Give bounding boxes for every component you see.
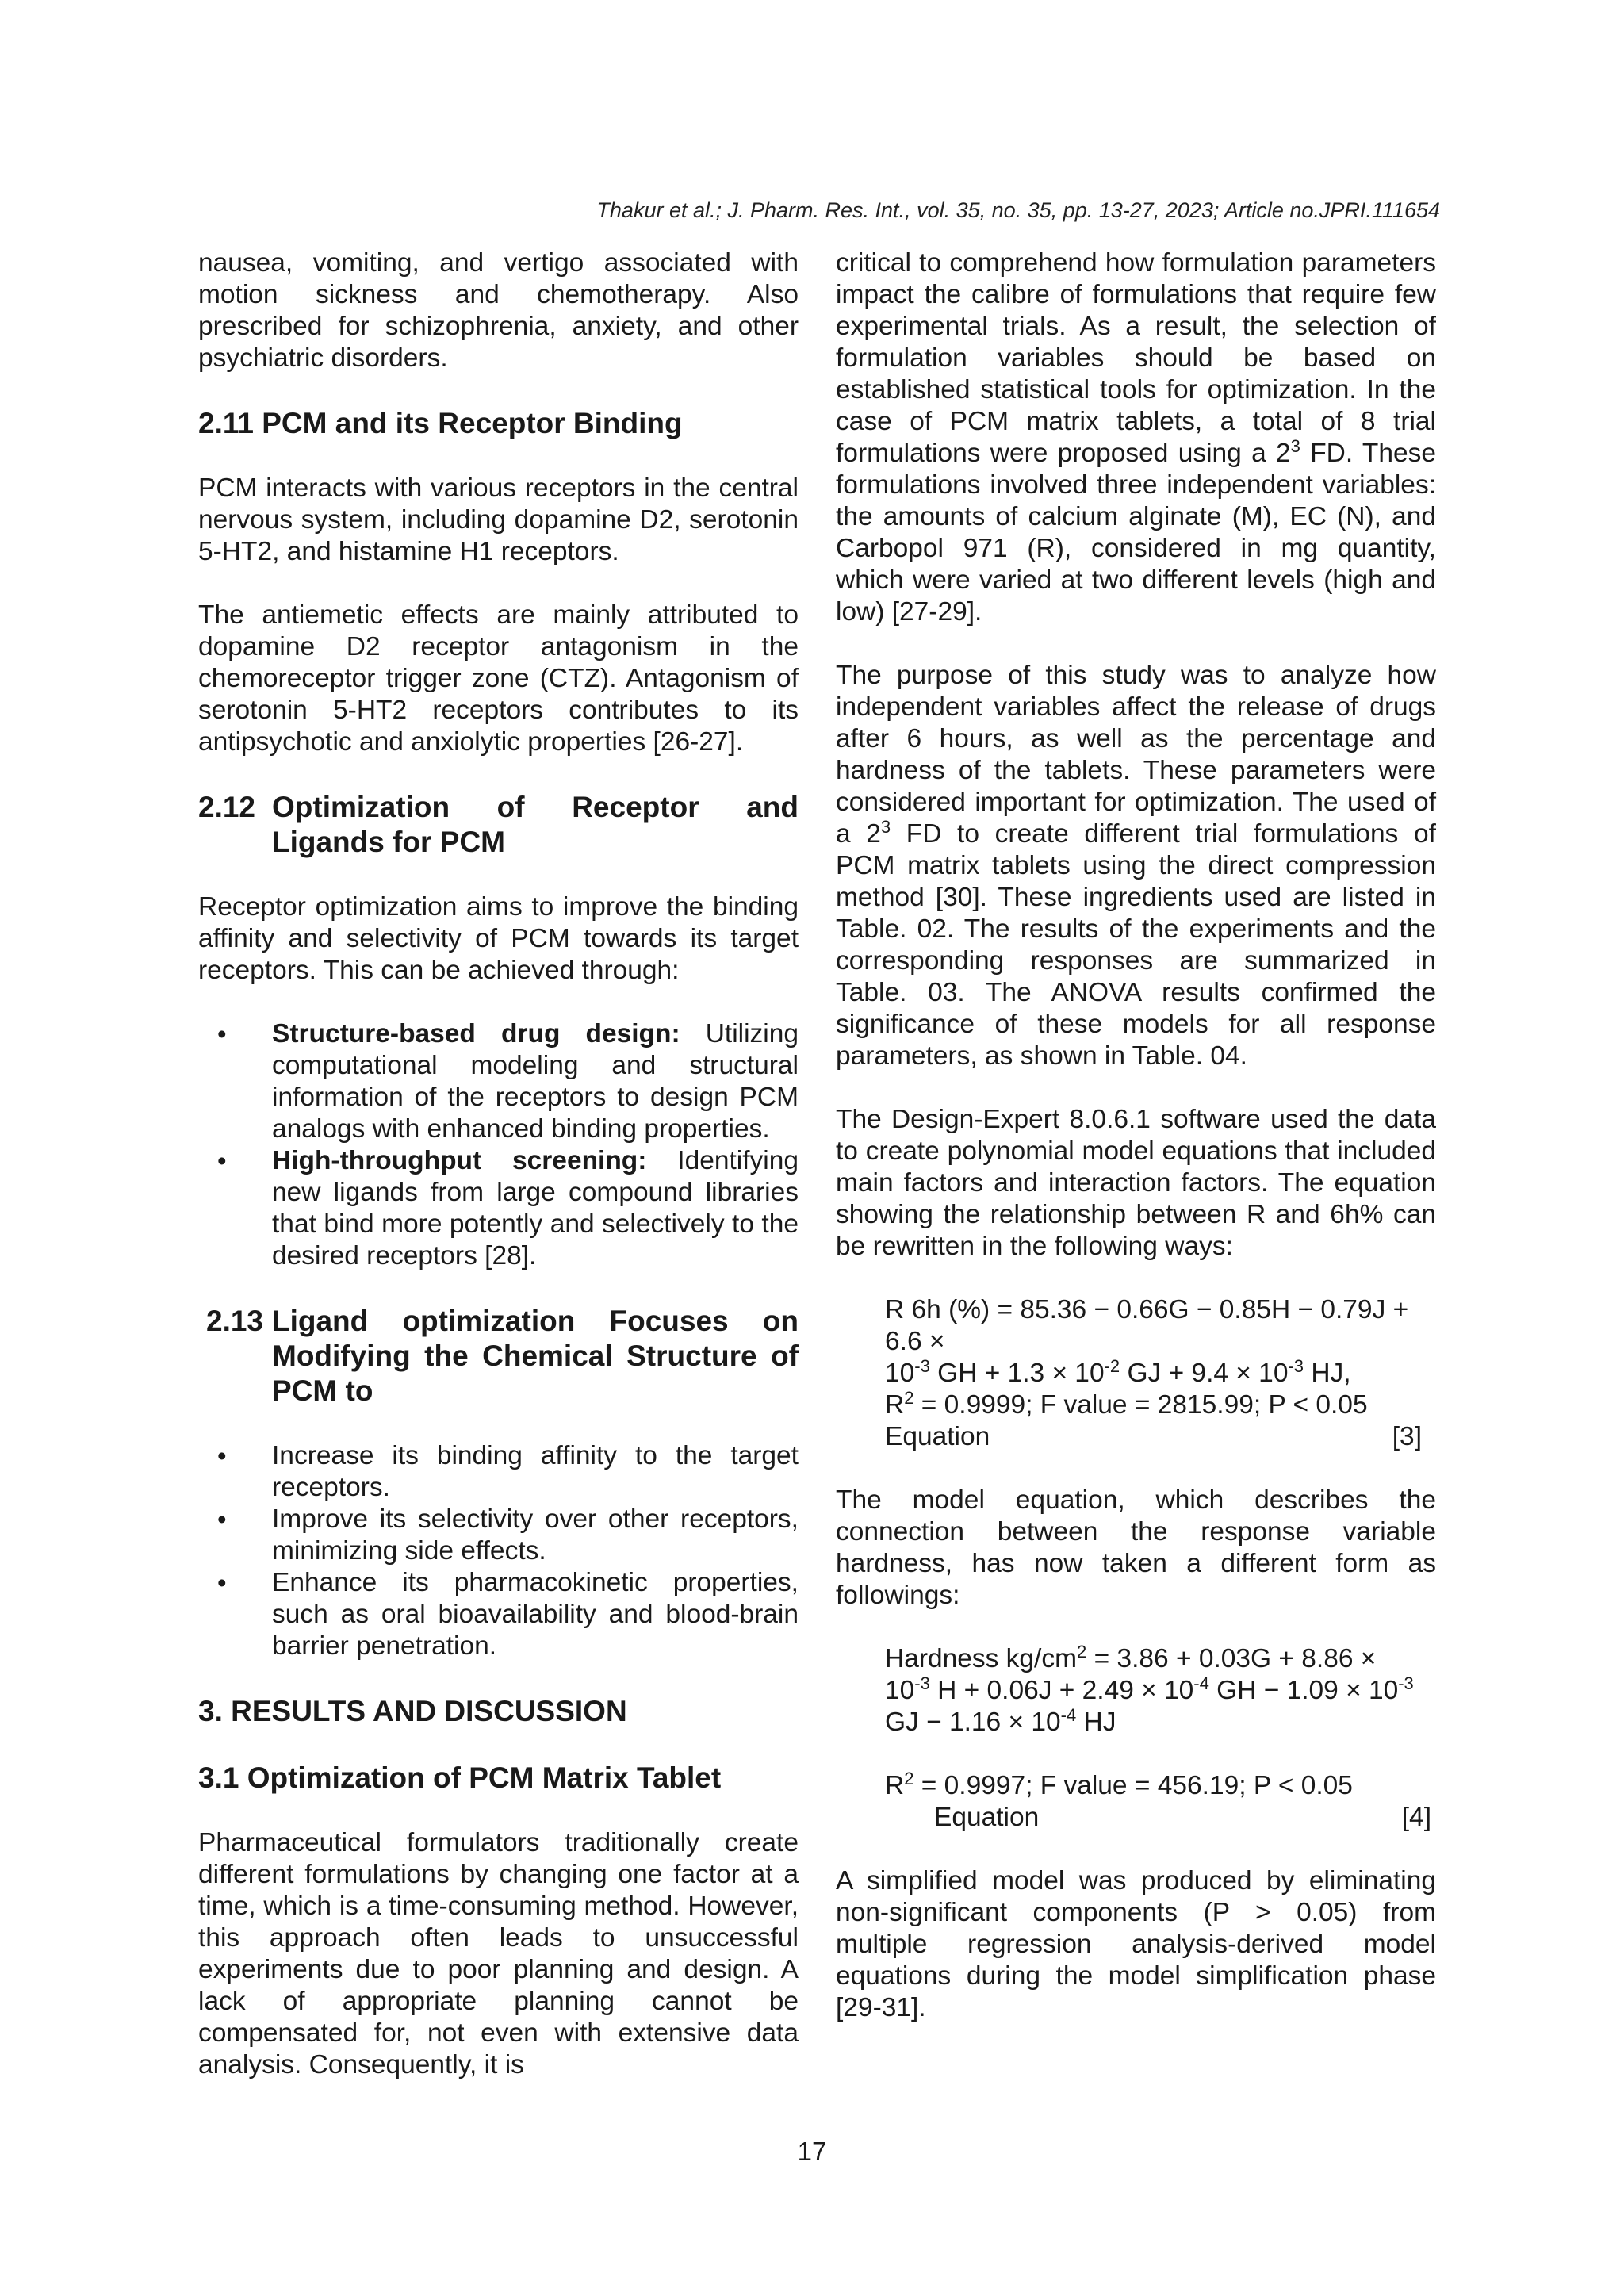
section-title: Optimization of Receptor and Ligands for PCM — [272, 791, 799, 858]
equation-number: [4] — [1401, 1803, 1431, 1832]
section-2-13-heading — [198, 1304, 799, 1409]
bullet-icon: • — [217, 1568, 227, 1597]
list-item: • Increase its binding affinity to the target receptors. — [217, 1441, 799, 1502]
section-3-1-heading: 3.1 Optimization of PCM Matrix Tablet — [198, 1761, 722, 1794]
section-2-11-paragraph-2: The antiemetic effects are mainly attributed to dopamine D2 receptor antagonism in the chemoreceptor trigger zone (CTZ). Antagonism of serotonin 5-HT2 receptors contributes to its antipsychotic and anxiolytic properties [26-27]. — [198, 600, 799, 757]
intro-paragraph: nausea, vomiting, and vertigo associated with motion sickness and chemotherapy. Also prescribed for schizophrenia, anxiety, and other psychiatric disorders. — [198, 248, 799, 373]
equation-number: [3] — [1392, 1422, 1422, 1451]
bullet-icon: • — [217, 1146, 227, 1175]
left-column — [198, 247, 799, 2081]
list-item: • High-throughput screening: Identifying new ligands from large compound libraries that bind more potently and selectively to the desired receptors [28]. — [217, 1146, 799, 1271]
right-column — [836, 247, 1436, 2024]
section-title: Ligand optimization Focuses on Modifying the Chemical Structure of PCM to — [272, 1305, 799, 1407]
list-item: • Enhance its pharmacokinetic properties, such as oral bioavailability and blood-brain barrier penetration. — [217, 1568, 799, 1661]
section-2-11-paragraph-1: PCM interacts with various receptors in the central nervous system, including dopamine D2, serotonin 5-HT2, and histamine H1 receptors. — [198, 473, 799, 566]
bullet-icon: • — [217, 1019, 227, 1048]
section-3-1-paragraph: Pharmaceutical formulators traditionally create different formulations by changing one factor at a time, which is a time-consuming method. However, this approach often leads to unsuccessful experiments due to poor planning and design. A lack of appropriate planning cannot be compensated for, not even with extensive data analysis. Consequently, it is — [198, 1828, 799, 2079]
running-head: Thakur et al.; J. Pharm. Res. Int., vol. 35, no. 35, pp. 13-27, 2023; Article no.JPRI.111654 — [596, 198, 1440, 222]
hardness-paragraph: The model equation, which describes the connection between the response variable hardness, has now taken a different form as followings: — [836, 1485, 1436, 1610]
equation-3: R 6h (%) = 85.36 − 0.66G − 0.85H − 0.79J + 6.6 × $10^{-3}$ GH + $1.3 \times 10^{-2}$ GJ + $9.4 \times 10^{-3}$ HJ, $R^2 = 0.9999$; F value = 2815.99; P < 0.05 Equation [3] — [885, 1295, 1422, 1451]
equation-4: Hardness $kg/cm^2 = 3.86 + 0.03G + 8.86$ × $10^{-3}$ $H + 0.06J + 2.49 \times 10^{-4}$ GH − $1.09 \times 10^{-3}$ GJ − $1.16 \times 10^{-4}$ HJ $R^2 = 0.9997$; F value = 456.19; P < 0.05 Equation [4] — [885, 1641, 1431, 1832]
section-number: 2.12 — [198, 791, 256, 823]
ligand-optimization-list — [198, 1440, 799, 1662]
equation-label: Equation — [885, 1422, 990, 1451]
formulation-paragraph: critical to comprehend how formulation parameters impact the calibre of formulations that require few experimental trials. As a result, the selection of formulation variables should be based on established statistical tools for optimization. In the case of PCM matrix tablets, a total of 8 trial formulations were proposed using a $2^3$ FD. These formulations involved three independent variables: the amounts of calcium alginate (M), EC (N), and Carbopol 971 (R), considered in mg quantity, which were varied at two different levels (high and low) [27-29]. — [836, 248, 1436, 627]
design-expert-paragraph: The Design-Expert 8.0.6.1 software used the data to create polynomial model equations that included main factors and interaction factors. The equation showing the relationship between R and 6h% can be rewritten in the following ways: — [836, 1105, 1436, 1261]
receptor-optimization-list — [198, 1018, 799, 1272]
section-3-heading: 3. RESULTS AND DISCUSSION — [198, 1695, 627, 1727]
section-number: 2.13 — [206, 1305, 264, 1337]
study-purpose-paragraph: The purpose of this study was to analyze how independent variables affect the release of drugs after 6 hours, as well as the percentage and hardness of the tablets. These parameters were considered important for optimization. The used of a $2^3$ FD to create different trial formulations of PCM matrix tablets using the direct compression method [30]. These ingredients used are listed in Table. 02. The results of the experiments and the corresponding responses are summarized in Table. 03. The ANOVA results confirmed the significance of these models for all response parameters, as shown in Table. 04. — [836, 661, 1436, 1071]
bullet-icon: • — [217, 1504, 227, 1534]
equation-label: Equation — [934, 1803, 1040, 1832]
section-2-12-paragraph: Receptor optimization aims to improve the binding affinity and selectivity of PCM towards its target receptors. This can be achieved through: — [198, 892, 799, 985]
list-item: • Improve its selectivity over other receptors, minimizing side effects. — [217, 1504, 799, 1566]
page-number: 17 — [797, 2137, 827, 2166]
section-2-12-heading — [198, 790, 799, 860]
list-item: • Structure-based drug design: Utilizing computational modeling and structural information of the receptors to design PCM analogs with enhanced binding properties. — [217, 1019, 799, 1144]
simplified-model-paragraph: A simplified model was produced by eliminating non-significant components (P > 0.05) from multiple regression analysis-derived model equations during the model simplification phase [29-31]. — [836, 1866, 1436, 2022]
bullet-icon: • — [217, 1441, 227, 1470]
section-2-11-heading: 2.11 PCM and its Receptor Binding — [198, 407, 683, 439]
